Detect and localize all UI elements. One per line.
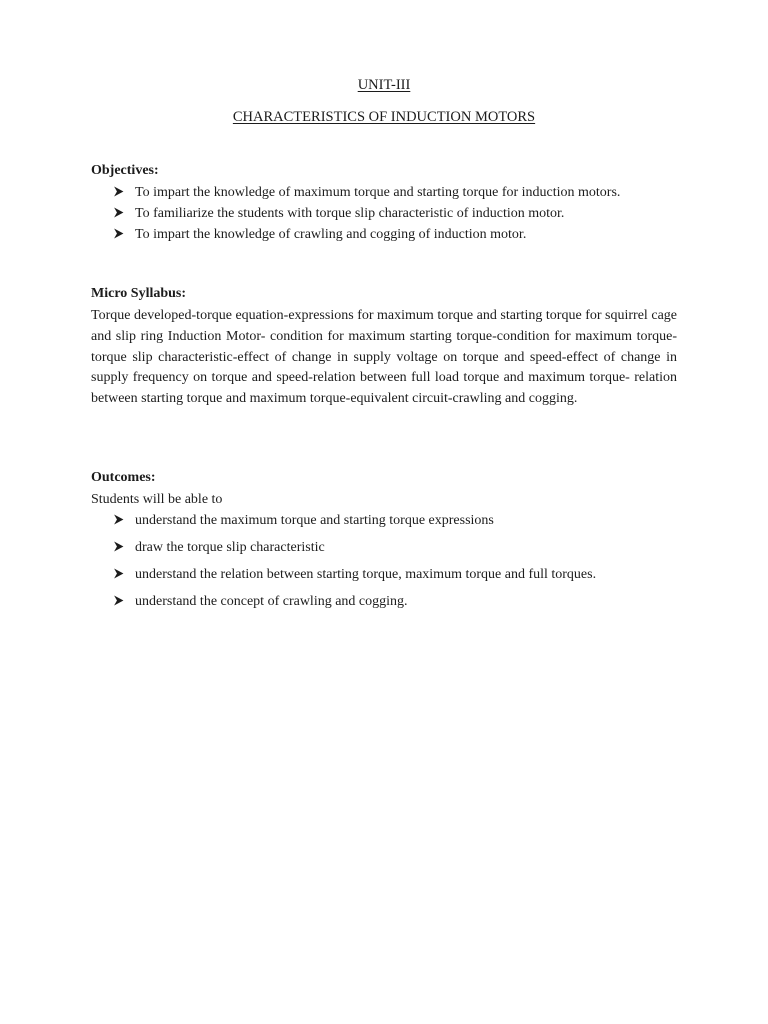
micro-syllabus-text: Torque developed-torque equation-expressions for maximum torque and starting torque for squirrel cage and slip ring Induction Motor- condition for maximum starting torque-condition for maximum torque-torque slip characteristic-effect of change in supply voltage on torque and speed-effect of change in supply frequency on torque and speed-relation between full load torque and maximum torque- relation between starting torque and maximum torque-equivalent circuit-crawling and cogging. <box>91 308 677 407</box>
arrow-bullet-icon <box>113 568 124 579</box>
objective-item <box>91 204 677 225</box>
objective-item <box>91 183 677 204</box>
outcome-item <box>91 511 677 538</box>
objective-text: To impart the knowledge of crawling and cogging of induction motor. <box>135 227 527 242</box>
objective-text: To familiarize the students with torque slip characteristic of induction motor. <box>135 206 565 221</box>
objectives-heading: Objectives: <box>91 163 159 178</box>
micro-syllabus-heading: Micro Syllabus: <box>91 286 187 301</box>
outcomes-intro: Students will be able to <box>91 492 223 507</box>
outcome-item <box>91 565 677 592</box>
arrow-bullet-icon <box>113 207 124 218</box>
outcome-text: understand the relation between starting torque, maximum torque and full torques. <box>135 567 597 582</box>
outcome-text: understand the maximum torque and starting torque expressions <box>135 513 494 528</box>
arrow-bullet-icon <box>113 541 124 552</box>
objective-text: To impart the knowledge of maximum torque and starting torque for induction motors. <box>135 185 621 200</box>
outcomes-list <box>91 511 677 619</box>
arrow-bullet-icon <box>113 186 124 197</box>
objectives-list <box>91 183 677 246</box>
unit-heading: UNIT-III <box>357 77 411 93</box>
outcome-text: understand the concept of crawling and cogging. <box>135 594 408 609</box>
arrow-bullet-icon <box>113 228 124 239</box>
document-title: CHARACTERISTICS OF INDUCTION MOTORS <box>232 109 536 125</box>
arrow-bullet-icon <box>113 595 124 606</box>
objective-item <box>91 225 677 246</box>
outcome-item <box>91 538 677 565</box>
outcome-item <box>91 592 677 619</box>
outcomes-heading: Outcomes: <box>91 470 156 485</box>
outcome-text: draw the torque slip characteristic <box>135 540 325 555</box>
arrow-bullet-icon <box>113 514 124 525</box>
